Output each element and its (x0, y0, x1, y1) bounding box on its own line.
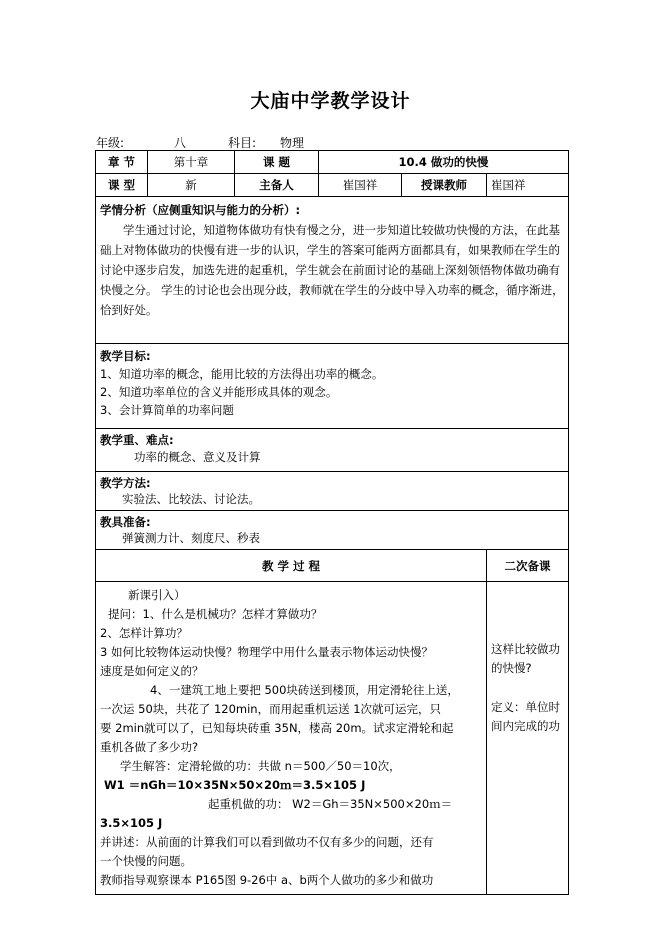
methods-text: 实验法、比较法、讨论法。 (122, 492, 260, 506)
goal-item: 1、知道功率的概念，能用比较的方法得出功率的概念。 (100, 367, 384, 381)
methods-heading: 教学方法: (100, 476, 151, 490)
type-label: 课 型 (96, 174, 148, 197)
key-points-text: 功率的概念、意义及计算 (134, 450, 261, 464)
second-prep-note: 定义：单位时间内完成的功 (491, 700, 560, 733)
process-line: 3.5×105 J (100, 816, 163, 830)
process-line: 一次运 50块，共花了 120min，而用起重机运送 1次就可运完，只 (100, 702, 442, 716)
second-prep-heading: 二次备课 (487, 550, 569, 582)
goals-heading: 教学目标: (100, 349, 151, 363)
process-line: 2、怎样计算功？ (100, 626, 188, 640)
tools-heading: 教具准备: (100, 515, 151, 529)
analysis-line: 础上对物体做功的快慢有进一步的认识，学生的答案可能两方面都具有，如果教师在学生的 (100, 243, 560, 257)
analysis-line: 恰到好处。 (100, 303, 158, 317)
process-line: 并讲述：从前面的计算我们可以看到做功不仅有多少的问题，还有 (100, 835, 434, 849)
topic-value: 10.4 做功的快慢 (319, 151, 569, 174)
process-line: 一个快慢的问题。 (100, 854, 192, 868)
analysis-line: 讨论中逐步启发，加选先进的起重机，学生就会在前面讨论的基础上深刻领悟物体做功确有 (100, 263, 560, 277)
goal-item: 2、知道功率单位的含义并能形成具体的观念。 (100, 385, 338, 399)
process-line: W1 ＝nGh＝10×35N×50×20ｍ＝3.5×105 J (104, 778, 366, 792)
process-content (96, 582, 487, 895)
topic-label: 课 题 (235, 151, 319, 174)
methods-section (96, 472, 569, 511)
subject-label: 科目: (228, 136, 257, 150)
second-prep-notes (487, 582, 569, 895)
key-points-section (96, 429, 569, 472)
key-points-heading: 教学重、难点: (100, 433, 174, 447)
second-prep-note: 这样比较做功的快慢? (491, 642, 560, 675)
process-line: 3 如何比较物体运动快慢？物理学中用什么量表示物体运动快慢？ (100, 645, 433, 659)
grade-label: 年级: (96, 136, 125, 150)
type-value: 新 (148, 174, 235, 197)
chapter-value: 第十章 (148, 151, 235, 174)
process-line: 重机各做了多少功? (100, 740, 199, 754)
analysis-section (96, 197, 569, 344)
tools-section (96, 511, 569, 550)
teacher-label: 授课教师 (402, 174, 487, 197)
process-line: 速度是如何定义的？ (100, 664, 204, 678)
process-line: 要 2min就可以了，已知每块砖重 35N，楼高 20m。试求定滑轮和起 (100, 721, 454, 735)
preparer-value: 崔国祥 (319, 174, 402, 197)
process-heading: 教 学 过 程 (96, 550, 487, 582)
grade-value: 八 (174, 136, 187, 150)
goals-section (96, 344, 569, 429)
process-line: 提问：1、什么是机械功？怎样才算做功？ (108, 607, 323, 621)
analysis-line: 学生通过讨论，知道物体做功有快有慢之分，进一步知道比较做功快慢的方法，在此基 (123, 223, 560, 237)
analysis-line: 快慢之分。 学生的讨论也会出现分歧，教师就在学生的分歧中导入功率的概念，循序渐进， (100, 283, 564, 297)
tools-text: 弹簧测力计、刻度尺、秒表 (122, 531, 260, 545)
page-title: 大庙中学教学设计 (250, 90, 411, 112)
lesson-plan-table (95, 150, 569, 895)
analysis-heading: 学情分析（应侧重知识与能力的分析）: (100, 203, 301, 217)
process-line: 4、一建筑工地上要把 500块砖送到楼顶，用定滑轮往上送， (150, 683, 459, 697)
process-line: 起重机做的功： W2＝Gh＝35N×500×20ｍ＝ (208, 797, 453, 811)
process-line: 新课引入） (128, 588, 186, 602)
subject-value: 物理 (280, 136, 305, 150)
process-line: 学生解答：定滑轮做的功：共做 n＝500／50＝10次， (120, 759, 401, 773)
process-line: 教师指导观察课本 P165图 9-26中 a、b两个人做功的多少和做功 (100, 873, 434, 887)
teacher-value: 崔国祥 (487, 174, 569, 197)
preparer-label: 主备人 (235, 174, 319, 197)
chapter-label: 章 节 (96, 151, 148, 174)
goal-item: 3、会计算简单的功率问题 (100, 403, 234, 417)
